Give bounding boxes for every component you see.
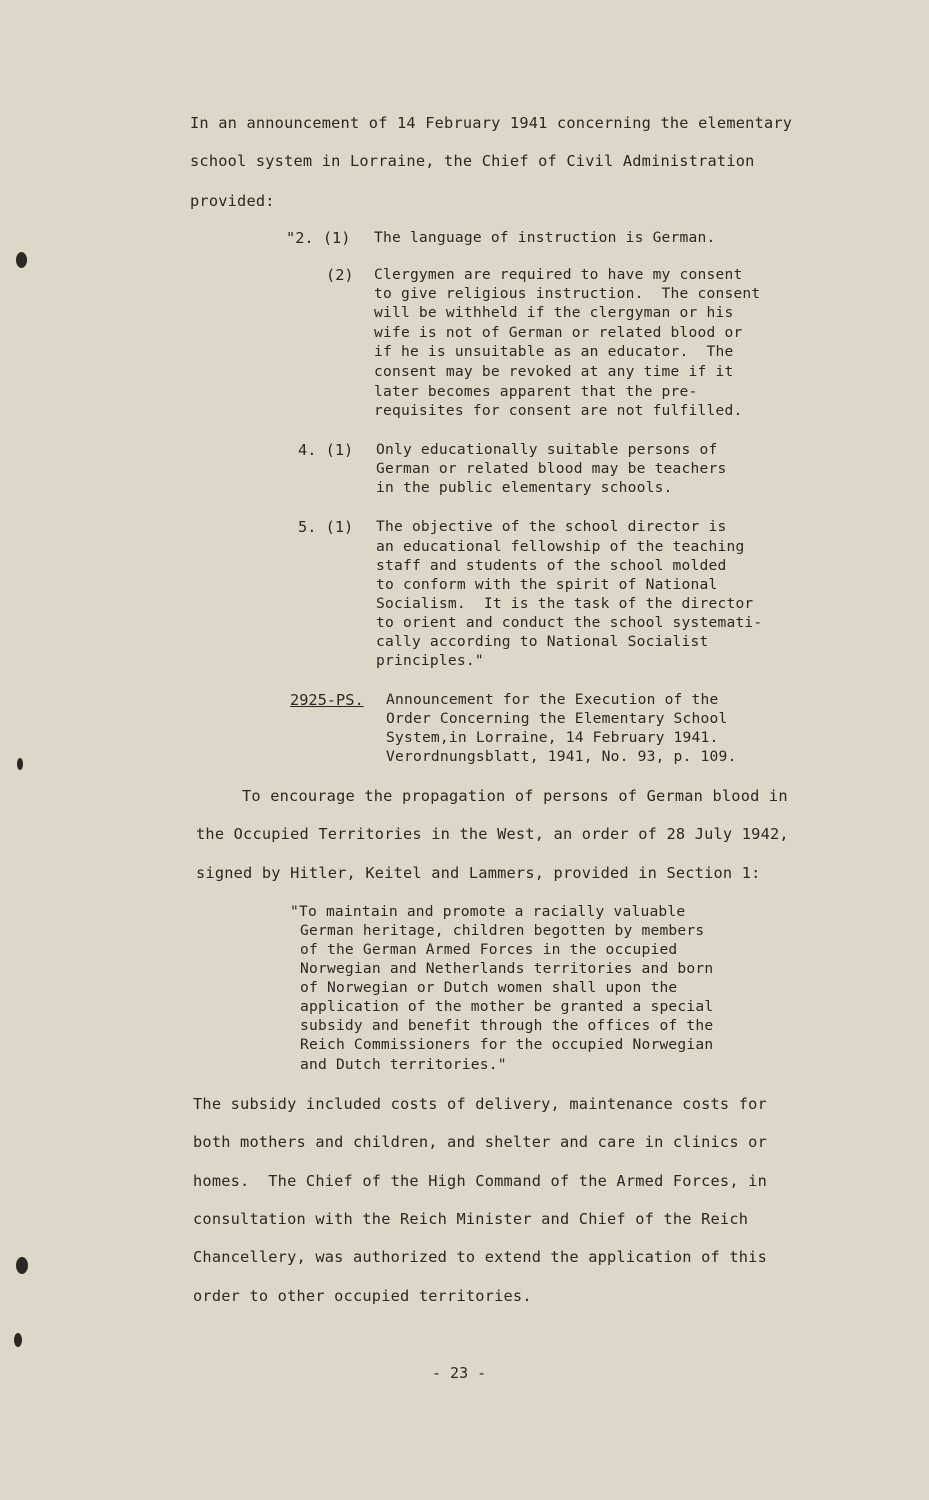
quote-line: wife is not of German or related blood or xyxy=(374,324,743,341)
citation-line: Order Concerning the Elementary School xyxy=(386,710,728,727)
citation-line: Announcement for the Execution of the xyxy=(386,691,719,708)
quote-line: later becomes apparent that the pre- xyxy=(374,383,698,400)
citation-line: Verordnungsblatt, 1941, No. 93, p. 109. xyxy=(386,748,737,765)
quote-line: if he is unsuitable as an educator. The xyxy=(374,343,734,360)
paragraph-line: school system in Lorraine, the Chief of Civil Administration xyxy=(190,152,755,170)
item-number: 5. (1) xyxy=(298,518,354,536)
quote-line: to conform with the spirit of National xyxy=(376,576,718,593)
punch-hole-mark xyxy=(17,758,23,770)
quote-line: The language of instruction is German. xyxy=(374,229,716,246)
paragraph-line: Chancellery, was authorized to extend the application of this xyxy=(193,1248,767,1266)
citation-line: System,in Lorraine, 14 February 1941. xyxy=(386,729,719,746)
quote-line: will be withheld if the clergyman or his xyxy=(374,304,734,321)
punch-hole-mark xyxy=(16,252,27,268)
quote-line: Clergymen are required to have my consent xyxy=(374,266,743,283)
quote-line: requisites for consent are not fulfilled. xyxy=(374,402,743,419)
quote-line: cally according to National Socialist xyxy=(376,633,709,650)
quote-line: German heritage, children begotten by members xyxy=(300,922,705,939)
quote-line: Reich Commissioners for the occupied Norwegian xyxy=(300,1036,714,1053)
quote-line: of Norwegian or Dutch women shall upon the xyxy=(300,979,678,996)
paragraph-line: To encourage the propagation of persons of German blood in xyxy=(242,787,788,805)
quote-line: in the public elementary schools. xyxy=(376,479,673,496)
item-number: (2) xyxy=(326,266,354,284)
quote-line: to give religious instruction. The consent xyxy=(374,285,761,302)
quote-line: consent may be revoked at any time if it xyxy=(374,363,734,380)
paragraph-line: both mothers and children, and shelter and care in clinics or xyxy=(193,1133,767,1151)
quote-line: to orient and conduct the school systemati- xyxy=(376,614,763,631)
paragraph-line: order to other occupied territories. xyxy=(193,1287,532,1305)
punch-hole-mark xyxy=(16,1257,28,1274)
quote-line: "To maintain and promote a racially valuable xyxy=(290,903,686,920)
quote-line: Socialism. It is the task of the director xyxy=(376,595,754,612)
paragraph-line: provided: xyxy=(190,192,275,210)
quote-line: principles." xyxy=(376,652,484,669)
quote-line: The objective of the school director is xyxy=(376,518,727,535)
paragraph-line: The subsidy included costs of delivery, maintenance costs for xyxy=(193,1095,767,1113)
page-number: - 23 - xyxy=(432,1364,487,1382)
paragraph-line: signed by Hitler, Keitel and Lammers, provided in Section 1: xyxy=(196,864,761,882)
quote-line: German or related blood may be teachers xyxy=(376,460,727,477)
quote-line: Only educationally suitable persons of xyxy=(376,441,718,458)
quote-line: subsidy and benefit through the offices of the xyxy=(300,1017,714,1034)
quote-line: an educational fellowship of the teaching xyxy=(376,538,745,555)
paragraph-line: consultation with the Reich Minister and Chief of the Reich xyxy=(193,1210,749,1228)
paragraph-line: the Occupied Territories in the West, an order of 28 July 1942, xyxy=(196,825,789,843)
quote-line: of the German Armed Forces in the occupied xyxy=(300,941,678,958)
citation-reference: 2925-PS. xyxy=(290,691,364,709)
quote-line: application of the mother be granted a special xyxy=(300,998,714,1015)
quote-line: staff and students of the school molded xyxy=(376,557,727,574)
paragraph-line: homes. The Chief of the High Command of the Armed Forces, in xyxy=(193,1172,767,1190)
item-number: "2. (1) xyxy=(286,229,351,247)
quote-line: Norwegian and Netherlands territories and born xyxy=(300,960,714,977)
paragraph-line: In an announcement of 14 February 1941 concerning the elementary xyxy=(190,114,793,132)
quote-line: and Dutch territories." xyxy=(300,1056,507,1073)
punch-hole-mark xyxy=(14,1333,22,1347)
item-number: 4. (1) xyxy=(298,441,354,459)
